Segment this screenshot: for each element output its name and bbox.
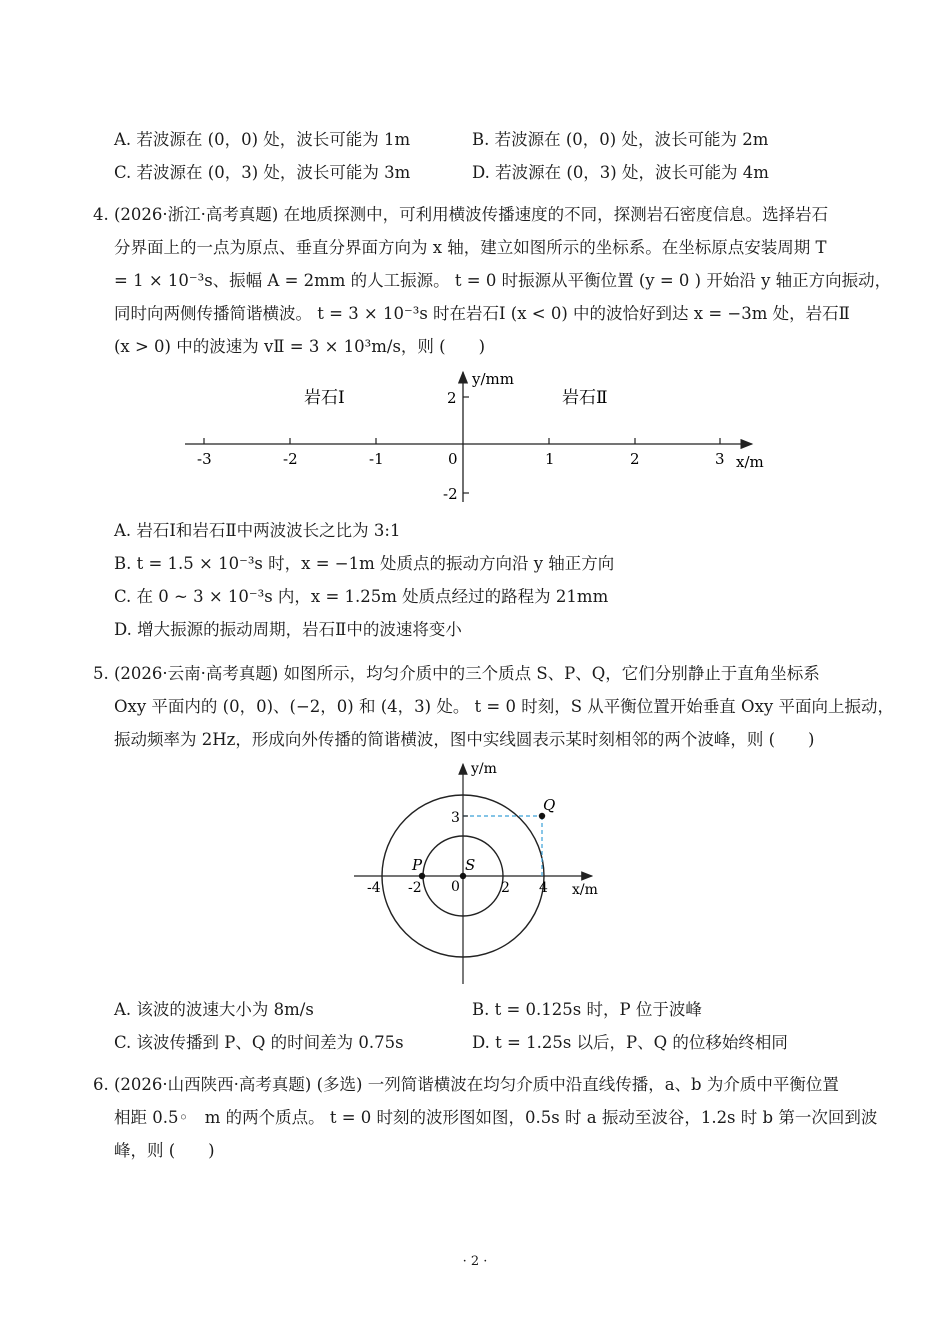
q5-option-c: C. 该波传播到 P、Q 的时间差为 0.75s [114, 1033, 404, 1052]
x-tick-label: -2 [408, 880, 422, 896]
y-axis-label: y/mm [472, 370, 514, 388]
x-tick-label: 0 [448, 450, 458, 468]
q5-stem-line: Oxy 平面内的 (0，0)、(−2，0) 和 (4，3) 处。 t = 0 时刻，S 从平衡位置开始垂直 Oxy 平面向上振动， [114, 697, 894, 716]
y-tick-label: 3 [451, 810, 460, 826]
q4-option-b: B. t = 1.5 × 10⁻³s 时，x = −1m 处质点的振动方向沿 y 轴正方向 [114, 554, 615, 573]
q3-option-b: B. 若波源在 (0，0) 处，波长可能为 2m [472, 130, 769, 149]
x-tick-label: -1 [369, 450, 384, 468]
q5-option-a: A. 该波的波速大小为 8m/s [114, 1000, 314, 1019]
x-tick-label: 1 [545, 450, 555, 468]
x-tick-label: -4 [367, 880, 381, 896]
x-axis-label: x/m [736, 453, 764, 471]
region-left-label: 岩石Ⅰ [304, 388, 345, 408]
x-tick-label: -2 [283, 450, 298, 468]
q5-option-d: D. t = 1.25s 以后，P、Q 的位移始终相同 [472, 1033, 788, 1052]
q3-option-d: D. 若波源在 (0，3) 处，波长可能为 4m [472, 163, 769, 182]
x-tick-label: -3 [197, 450, 212, 468]
q6-stem-line: 峰，则 ( ) [114, 1141, 215, 1160]
q4-option-d: D. 增大振源的振动周期，岩石Ⅱ中的波速将变小 [114, 620, 462, 639]
q4-stem-line: 4. (2026·浙江·高考真题) 在地质探测中，可利用横波传播速度的不同，探测岩石密度信息。选择岩石 [93, 205, 829, 224]
x-tick-marks [204, 397, 720, 493]
q4-figure [180, 365, 780, 510]
q6-stem-line: 6. (2026·山西陕西·高考真题) (多选) 一列简谐横波在均匀介质中沿直线传播，a、b 为介质中平衡位置 [93, 1075, 839, 1094]
x-tick-label: 2 [501, 880, 510, 896]
label-s: S [465, 856, 476, 874]
q3-option-a: A. 若波源在 (0，0) 处，波长可能为 1m [114, 130, 411, 149]
q5-stem-line: 5. (2026·云南·高考真题) 如图所示，均匀介质中的三个质点 S、P、Q，它们分别静止于直角坐标系 [93, 664, 820, 683]
q5-option-b: B. t = 0.125s 时，P 位于波峰 [472, 1000, 702, 1019]
q4-options [114, 514, 614, 646]
q4-stem-line: (x > 0) 中的波速为 vⅡ = 3 × 10³m/s，则 ( ) [114, 337, 486, 356]
y-tick-label: 2 [447, 389, 457, 407]
page-number: · 2 · [462, 1254, 488, 1269]
label-p: P [412, 856, 423, 874]
x-axis-label: x/m [572, 882, 598, 898]
x-tick-label: 2 [630, 450, 640, 468]
q3-option-c: C. 若波源在 (0，3) 处，波长可能为 3m [114, 163, 411, 182]
q6-stem-line: 相距 0.5◦ m 的两个质点。 t = 0 时刻的波形图如图，0.5s 时 a 振动至波谷，1.2s 时 b 第一次回到波 [114, 1108, 878, 1127]
q4-option-c: C. 在 0 ~ 3 × 10⁻³s 内，x = 1.25m 处质点经过的路程为 21mm [114, 587, 609, 606]
label-q: Q [543, 796, 556, 814]
x-tick-label: 3 [715, 450, 725, 468]
q4-stem-line: 分界面上的一点为原点、垂直分界面方向为 x 轴，建立如图所示的坐标系。在坐标原点安装周期 T [114, 238, 827, 257]
q5-figure [340, 756, 610, 991]
q4-stem-line: 同时向两侧传播简谐横波。 t = 3 × 10⁻³s 时在岩石Ⅰ (x < 0) 中的波恰好到达 x = −3m 处，岩石Ⅱ [114, 304, 850, 323]
y-axis-label: y/m [471, 761, 497, 777]
origin-label: 0 [451, 879, 460, 895]
q4-option-a: A. 岩石Ⅰ和岩石Ⅱ中两波波长之比为 3:1 [114, 521, 401, 540]
q5-stem-line: 振动频率为 2Hz，形成向外传播的简谐横波，图中实线圆表示某时刻相邻的两个波峰，则 ( ) [114, 730, 815, 749]
q4-stem-line: = 1 × 10⁻³s、振幅 A = 2mm 的人工振源。 t = 0 时振源从平衡位置 (y = 0 ) 开始沿 y 轴正方向振动， [114, 271, 892, 290]
x-tick-label: 4 [539, 880, 548, 896]
q6-stem [93, 1068, 877, 1167]
q4-stem [93, 198, 891, 363]
region-right-label: 岩石Ⅱ [562, 388, 608, 408]
y-tick-label: -2 [443, 485, 458, 503]
q5-stem [93, 657, 894, 756]
